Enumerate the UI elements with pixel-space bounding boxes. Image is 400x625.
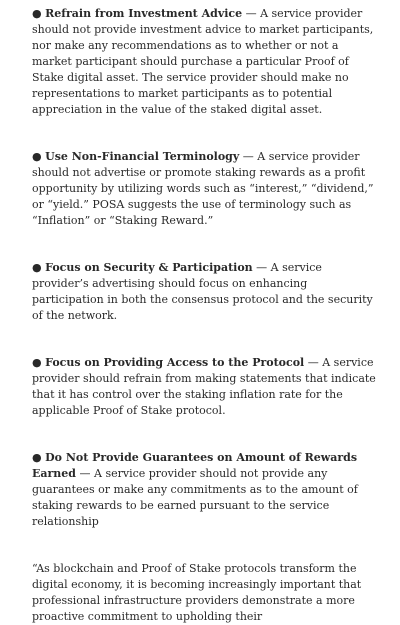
em-dash: — [239, 150, 258, 163]
guideline-non-financial-terminology [32, 149, 378, 229]
guideline-body: A service provider’s advertising should focus on enhancing participation in both the consensus protocol and the security of the network. [32, 261, 373, 322]
guideline-body: A service provider should not provide any guarantees or make any commitments as to the amount of staking rewards to be earned pursuant to the service relationship [32, 467, 358, 528]
guideline-body: A service provider should refrain from making statements that indicate that it has control over the staking inflation rate for the applicable Proof of Stake protocol. [32, 356, 376, 417]
em-dash: — [242, 7, 261, 20]
guideline-heading: Focus on Security & Participation [45, 261, 253, 274]
guideline-security-participation [32, 260, 378, 324]
article-body [32, 6, 378, 625]
guideline-heading: Focus on Providing Access to the Protocol [45, 356, 305, 369]
bullet-icon: ● [32, 261, 42, 274]
bullet-icon: ● [32, 150, 42, 163]
quote-paragraph: “As blockchain and Proof of Stake protocols transform the digital economy, it is becoming increasingly important that professional infrastructure providers demonstrate a more proactive commitment to upholding their [32, 562, 362, 623]
guideline-heading: Do Not Provide Guarantees on Amount of Rewards Earned [32, 451, 358, 480]
guideline-no-guarantees [32, 450, 378, 530]
guideline-body: A service provider should not provide investment advice to market participants, nor make any recommendations as to whether or not a market participant should purchase a particular Proof of Stake digital asset. The service provider should make no representations to market participants as to potential appreciation in the value of the staked digital asset. [32, 7, 374, 116]
bullet-icon: ● [32, 451, 42, 464]
em-dash: — [76, 467, 94, 480]
guideline-refrain-investment-advice [32, 6, 378, 118]
bullet-icon: ● [32, 356, 42, 369]
em-dash: — [252, 261, 271, 274]
guideline-heading: Use Non-Financial Terminology [45, 150, 240, 163]
em-dash: — [304, 356, 323, 369]
guideline-body: A service provider should not advertise or promote staking rewards as a profit opportunity by utilizing words such as “interest,” “dividend,” or “yield.” POSA suggests the use of terminology such as “Inflation” or “Staking Reward.” [32, 150, 374, 227]
guideline-access-to-protocol [32, 355, 378, 419]
guideline-heading: Refrain from Investment Advice [45, 7, 243, 20]
bullet-icon: ● [32, 7, 42, 20]
